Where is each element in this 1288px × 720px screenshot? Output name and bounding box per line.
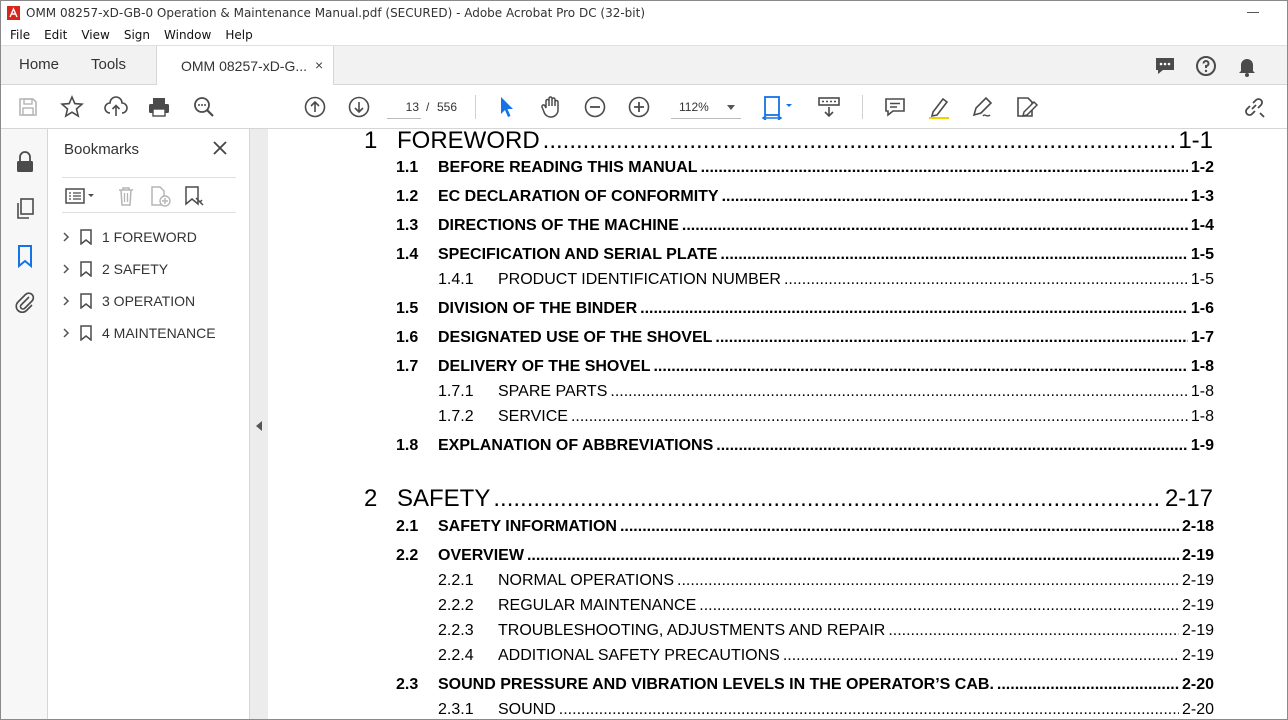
upload-cloud-icon[interactable] xyxy=(103,94,129,120)
toc-leader xyxy=(784,271,1188,289)
document-page xyxy=(268,129,1287,720)
toc-label: EXPLANATION OF ABBREVIATIONS xyxy=(438,437,714,454)
navigation-rail xyxy=(1,129,48,720)
toc-entry[interactable] xyxy=(396,159,1214,177)
bookmark-item-safety[interactable] xyxy=(60,258,240,280)
toc-label: EC DECLARATION OF CONFORMITY xyxy=(438,188,719,205)
toc-leader xyxy=(543,129,1176,155)
toc-entry[interactable] xyxy=(396,358,1214,376)
tab-home[interactable]: Home xyxy=(19,56,60,73)
panel-collapse-handle[interactable] xyxy=(250,129,268,720)
toc-entry[interactable] xyxy=(396,437,1214,455)
toc-subentry[interactable] xyxy=(438,408,1214,426)
toc-label: DIVISION OF THE BINDER xyxy=(438,300,638,317)
toc-label: TROUBLESHOOTING, ADJUSTMENTS AND REPAIR xyxy=(498,622,886,639)
menu-window[interactable]: Window xyxy=(164,28,212,42)
chevron-right-icon[interactable] xyxy=(60,327,72,339)
toc-page: 1-5 xyxy=(1190,271,1214,288)
toc-leader xyxy=(783,647,1179,665)
toc-number: 1.3 xyxy=(396,217,419,234)
toc-label: REGULAR MAINTENANCE xyxy=(498,597,697,614)
toc-label: SOUND xyxy=(498,701,556,718)
previous-page-icon[interactable] xyxy=(302,94,328,120)
toc-label: ADDITIONAL SAFETY PRECAUTIONS xyxy=(498,647,780,664)
chevron-right-icon[interactable] xyxy=(60,295,72,307)
toc-page: 2-18 xyxy=(1181,518,1214,535)
toc-page: 1-8 xyxy=(1190,408,1214,425)
bookmark-item-foreword[interactable] xyxy=(60,226,240,248)
select-cursor-icon[interactable] xyxy=(493,94,519,120)
toc-number: 2.2.2 xyxy=(438,597,474,614)
collapse-arrow-icon xyxy=(256,421,262,431)
toc-entry[interactable] xyxy=(396,518,1214,536)
toc-leader xyxy=(610,383,1188,401)
tab-document[interactable] xyxy=(156,46,334,86)
bookmark-item-maintenance[interactable] xyxy=(60,322,240,344)
menu-view[interactable]: View xyxy=(81,28,110,42)
bookmark-flag-icon xyxy=(80,229,92,245)
toc-subentry[interactable] xyxy=(438,383,1214,401)
new-bookmark-icon[interactable] xyxy=(148,184,172,208)
toc-label: DIRECTIONS OF THE MACHINE xyxy=(438,217,679,234)
toc-page: 2-19 xyxy=(1181,597,1214,614)
page-total: 556 xyxy=(437,100,458,114)
close-icon[interactable] xyxy=(211,139,229,157)
bookmarks-header: Bookmarks xyxy=(64,141,140,158)
hand-tool-icon[interactable] xyxy=(538,94,564,120)
zoom-search-icon[interactable] xyxy=(191,94,217,120)
toc-leader xyxy=(888,622,1179,640)
toc-entry[interactable] xyxy=(396,547,1214,565)
toc-page: 1-4 xyxy=(1190,217,1214,234)
tab-document-label: OMM 08257-xD-G... xyxy=(181,58,308,74)
menu-edit[interactable]: Edit xyxy=(44,28,68,42)
main-toolbar xyxy=(1,85,1287,129)
bookmarks-panel xyxy=(48,129,250,720)
toc-number: 2 xyxy=(364,485,378,512)
toc-page: 1-8 xyxy=(1190,358,1214,375)
save-icon[interactable] xyxy=(15,94,41,120)
lock-icon[interactable] xyxy=(12,149,38,175)
toc-label: SPARE PARTS xyxy=(498,383,608,400)
share-link-icon[interactable] xyxy=(1241,94,1267,120)
star-icon[interactable] xyxy=(59,94,85,120)
toc-number: 1.7.1 xyxy=(438,383,474,400)
zoom-level-value: 112% xyxy=(679,100,709,114)
toc-page: 1-5 xyxy=(1190,246,1214,263)
window-title: OMM 08257-xD-GB-0 Operation & Maintenance Manual.pdf (SECURED) - Adobe Acrobat Pro DC (32-bit) xyxy=(26,6,646,20)
toc-number: 1.7 xyxy=(396,358,419,375)
toc-number: 2.2.4 xyxy=(438,647,474,664)
toc-leader xyxy=(682,217,1188,235)
bookmark-icon[interactable] xyxy=(12,243,38,269)
chevron-right-icon[interactable] xyxy=(60,231,72,243)
attachment-paperclip-icon[interactable] xyxy=(12,289,38,315)
toc-leader xyxy=(493,485,1162,513)
page-separator: / xyxy=(426,100,430,114)
toc-label: SPECIFICATION AND SERIAL PLATE xyxy=(438,246,718,263)
toc-leader xyxy=(559,701,1179,719)
toc-label: SAFETY INFORMATION xyxy=(438,518,617,535)
toc-leader xyxy=(527,547,1179,565)
toc-label: SAFETY xyxy=(397,485,491,512)
fill-sign-icon[interactable] xyxy=(1013,94,1039,120)
toc-number: 2.2 xyxy=(396,547,419,564)
toc-number: 1.4.1 xyxy=(438,271,474,288)
toc-label: DELIVERY OF THE SHOVEL xyxy=(438,358,651,375)
toc-page: 2-20 xyxy=(1181,676,1214,693)
toc-page: 2-19 xyxy=(1181,622,1214,639)
toc-page: 2-17 xyxy=(1164,485,1213,512)
toc-leader xyxy=(653,358,1187,376)
chevron-right-icon[interactable] xyxy=(60,263,72,275)
bookmark-label: 1 FOREWORD xyxy=(102,229,197,245)
toc-label: BEFORE READING THIS MANUAL xyxy=(438,159,698,176)
toc-leader xyxy=(701,159,1188,177)
toc-label: SOUND PRESSURE AND VIBRATION LEVELS IN THE OPERATOR’S CAB. xyxy=(438,676,994,693)
toc-number: 2.2.3 xyxy=(438,622,474,639)
toc-label: DESIGNATED USE OF THE SHOVEL xyxy=(438,329,713,346)
toc-number: 2.1 xyxy=(396,518,419,535)
acrobat-icon xyxy=(7,6,20,20)
toc-subentry[interactable] xyxy=(438,597,1214,615)
toc-label: FOREWORD xyxy=(397,129,540,154)
toc-number: 1.6 xyxy=(396,329,419,346)
toc-label: PRODUCT IDENTIFICATION NUMBER xyxy=(498,271,781,288)
toc-page: 1-6 xyxy=(1190,300,1214,317)
bookmark-flag-icon xyxy=(80,293,92,309)
toc-number: 1.8 xyxy=(396,437,419,454)
zoom-out-icon[interactable] xyxy=(582,94,608,120)
bookmark-flag-icon xyxy=(80,325,92,341)
tab-tools[interactable]: Tools xyxy=(91,56,127,73)
toc-leader xyxy=(716,437,1188,455)
help-icon[interactable] xyxy=(1194,54,1218,78)
toc-number: 2.2.1 xyxy=(438,572,474,589)
zoom-in-icon[interactable] xyxy=(626,94,652,120)
toc-page: 1-9 xyxy=(1190,437,1214,454)
next-page-icon[interactable] xyxy=(346,94,372,120)
toc-label: OVERVIEW xyxy=(438,547,524,564)
toc-entry[interactable] xyxy=(396,188,1214,206)
toc-leader xyxy=(720,246,1187,264)
bookmarks-toolbar xyxy=(62,177,236,213)
menu-file[interactable]: File xyxy=(10,28,31,42)
toc-number: 1.1 xyxy=(396,159,419,176)
page-fit-icon[interactable] xyxy=(761,94,797,120)
toc-number: 2.3.1 xyxy=(438,701,474,718)
toc-number: 1 xyxy=(364,129,378,154)
title-bar xyxy=(1,1,1287,25)
toc-page: 1-2 xyxy=(1190,159,1214,176)
toc-entry[interactable] xyxy=(396,246,1214,264)
menu-bar xyxy=(1,25,1287,45)
toc-page: 1-1 xyxy=(1178,129,1213,154)
toc-label: NORMAL OPERATIONS xyxy=(498,572,675,589)
toolbar-divider xyxy=(475,95,476,119)
toc-page: 1-7 xyxy=(1190,329,1214,346)
toc-leader xyxy=(640,300,1188,318)
draw-pen-icon[interactable] xyxy=(969,94,995,120)
bookmark-label: 4 MAINTENANCE xyxy=(102,325,216,341)
toc-page: 1-8 xyxy=(1190,383,1214,400)
toc-page: 2-20 xyxy=(1181,701,1214,718)
print-icon[interactable] xyxy=(146,94,172,120)
toc-leader xyxy=(620,518,1179,536)
bookmark-item-operation[interactable] xyxy=(60,290,240,312)
toc-leader xyxy=(715,329,1187,347)
toc-page: 1-3 xyxy=(1190,188,1214,205)
bell-icon[interactable] xyxy=(1235,54,1259,78)
toc-entry[interactable] xyxy=(396,300,1214,318)
toc-page: 2-19 xyxy=(1181,647,1214,664)
chevron-down-icon xyxy=(727,105,735,110)
highlight-pen-icon[interactable] xyxy=(926,94,952,120)
toc-number: 1.4 xyxy=(396,246,419,263)
toc-subentry[interactable] xyxy=(438,572,1214,590)
toc-number: 1.5 xyxy=(396,300,419,317)
toc-subentry[interactable] xyxy=(438,271,1214,289)
scroll-mode-icon[interactable] xyxy=(816,94,842,120)
bookmark-options-icon[interactable] xyxy=(64,184,98,208)
bookmark-label: 3 OPERATION xyxy=(102,293,196,309)
bookmark-label: 2 SAFETY xyxy=(102,261,169,277)
toc-subentry[interactable] xyxy=(438,622,1214,640)
toc-subentry[interactable] xyxy=(438,647,1214,665)
page-number-input[interactable]: 13 xyxy=(387,95,421,119)
toc-page: 2-19 xyxy=(1181,572,1214,589)
delete-bookmark-icon[interactable] xyxy=(114,184,138,208)
toolbar-divider xyxy=(862,95,863,119)
menu-sign[interactable]: Sign xyxy=(123,28,151,42)
toc-leader xyxy=(997,676,1179,694)
toc-number: 1.7.2 xyxy=(438,408,474,425)
bookmark-search-icon[interactable] xyxy=(182,184,206,208)
toc-chapter-heading[interactable] xyxy=(364,485,1213,513)
minimize-icon[interactable] xyxy=(1247,12,1259,13)
toc-page: 2-19 xyxy=(1181,547,1214,564)
menu-help[interactable]: Help xyxy=(225,28,253,42)
comment-tool-icon[interactable] xyxy=(882,94,908,120)
toc-number: 2.3 xyxy=(396,676,419,693)
page-thumbnails-icon[interactable] xyxy=(12,196,38,222)
toc-subentry[interactable] xyxy=(438,701,1214,719)
tab-bar xyxy=(1,45,1287,85)
zoom-level-select[interactable] xyxy=(671,95,741,119)
close-tab-icon[interactable]: × xyxy=(315,57,324,73)
toc-number: 1.2 xyxy=(396,188,419,205)
toc-chapter-heading[interactable] xyxy=(364,129,1213,155)
toc-entry[interactable] xyxy=(396,329,1214,347)
comment-icon[interactable] xyxy=(1153,54,1177,78)
toc-leader xyxy=(722,188,1188,206)
toc-entry[interactable] xyxy=(396,676,1214,694)
toc-label: SERVICE xyxy=(498,408,568,425)
toc-leader xyxy=(677,572,1179,590)
toc-leader xyxy=(699,597,1179,615)
toc-entry[interactable] xyxy=(396,217,1214,235)
bookmark-flag-icon xyxy=(80,261,92,277)
toc-leader xyxy=(571,408,1188,426)
